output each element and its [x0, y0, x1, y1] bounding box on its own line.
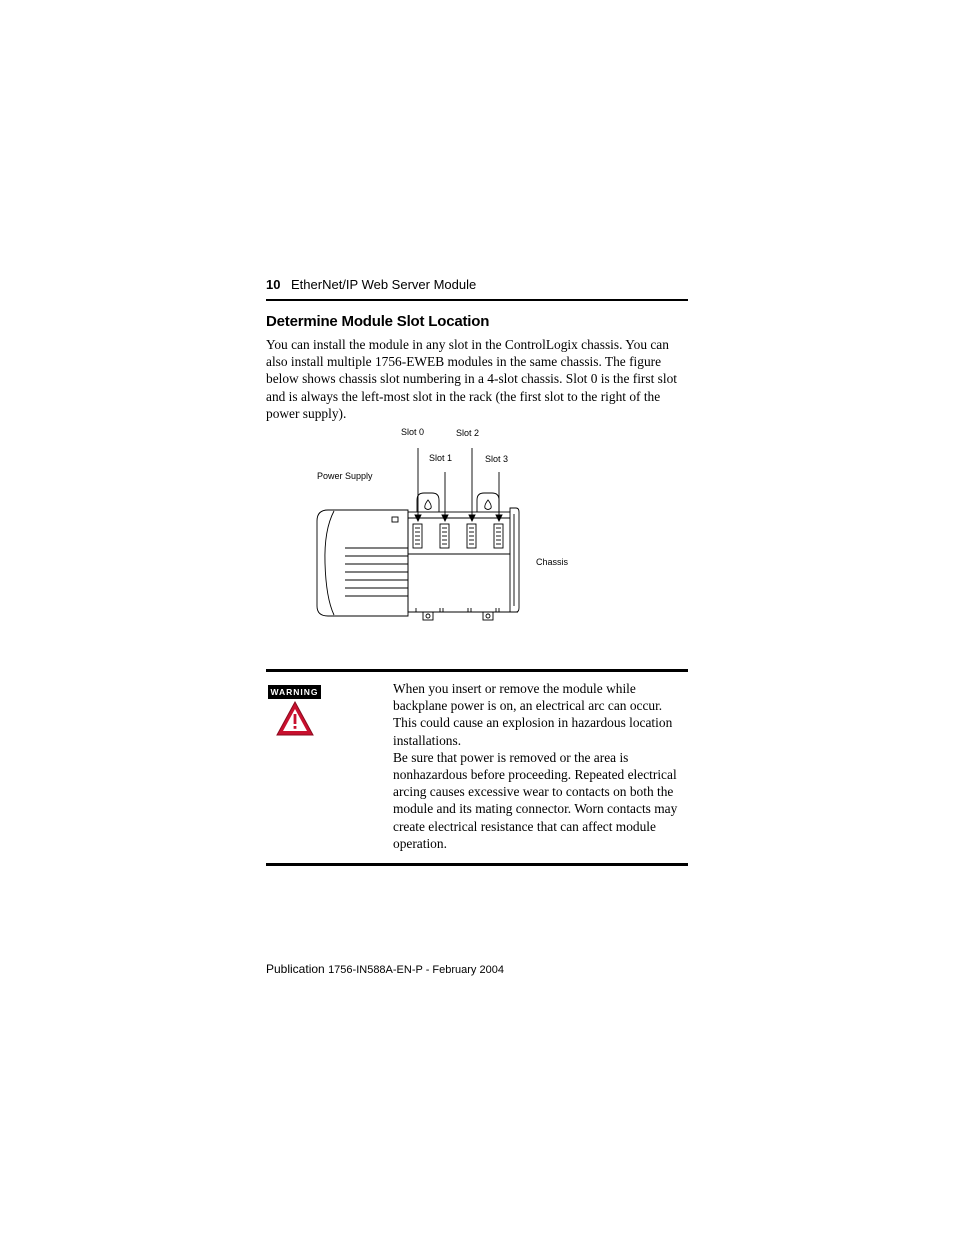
slot-0-connector [413, 524, 422, 548]
mounting-foot-right [483, 612, 493, 620]
mounting-hole-right [485, 500, 491, 510]
warning-bottom-rule [266, 863, 688, 866]
chassis-body [408, 554, 510, 612]
mounting-hole-left [425, 500, 431, 510]
running-title: EtherNet/IP Web Server Module [291, 277, 477, 292]
slot-0-label: Slot 0 [401, 427, 425, 437]
section-heading: Determine Module Slot Location [266, 313, 490, 330]
header-rule [266, 299, 688, 301]
warning-badge: WARNING [268, 685, 321, 699]
slot-3-label: Slot 3 [485, 454, 509, 464]
warning-text [393, 680, 689, 852]
chassis-label: Chassis [536, 557, 569, 567]
chassis-end-cap [510, 508, 519, 612]
base-notches [416, 608, 499, 612]
warning-paragraph-2: Be sure that power is removed or the area is nonhazardous before proceeding. Repeated electrical arcing causes excessive wear to contacts on both the module and its mating connector. Worn contacts may create electrical resistance that can affect module operation. [393, 749, 678, 851]
slot-3-connector [494, 524, 503, 548]
power-supply-front-curve [325, 511, 334, 615]
warning-top-rule [266, 669, 688, 672]
footer [266, 962, 504, 976]
slot-1-connector [440, 524, 449, 548]
mounting-foot-left-hole [426, 614, 430, 618]
page-number: 10 [266, 277, 281, 292]
power-supply-label: Power Supply [317, 471, 373, 481]
mounting-foot-right-hole [486, 614, 490, 618]
footer-label: Publication [266, 962, 325, 976]
slot-1-label: Slot 1 [429, 453, 453, 463]
slot-2-connector [467, 524, 476, 548]
publication-id: 1756-IN588A-EN-P - February 2004 [328, 964, 504, 976]
intro-paragraph: You can install the module in any slot in the ControlLogix chassis. You can also install multiple 1756-EWEB modules in the same chassis. The figure below shows chassis slot numbering in a 4-slot chassis. Slot 0 is the first slot and is always the left-most slot in the rack (the first slot to the right of the power supply). [266, 337, 678, 421]
mounting-foot-left [423, 612, 433, 620]
warning-paragraph-1: When you insert or remove the module while backplane power is on, an electrical arc can occur. This could cause an explosion in hazardous location installations. [393, 681, 673, 748]
power-supply-body [317, 510, 408, 616]
warning-triangle-icon [276, 701, 314, 736]
chassis-slot-diagram [300, 420, 600, 630]
slot-2-label: Slot 2 [456, 428, 480, 438]
power-indicator-led [392, 517, 398, 522]
